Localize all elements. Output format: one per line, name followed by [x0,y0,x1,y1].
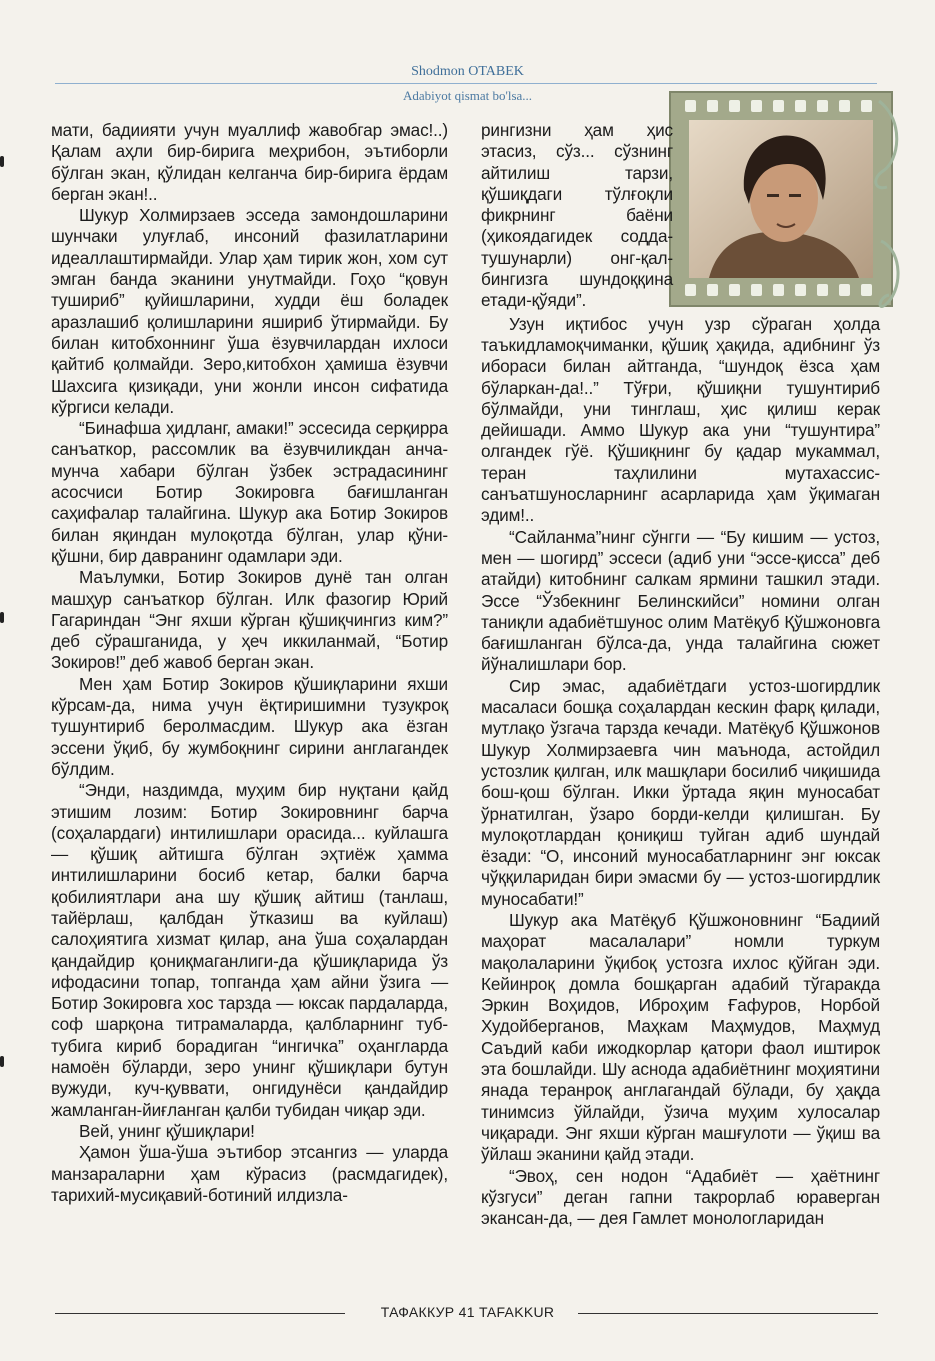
paragraph: Маълумки, Ботир Зокиров дунё тан олган машҳур санъаткор бўлган. Илк фазогир Юрий Гагариндан “Энг яхши кўрган қўшиқчингиз ким?” деб сўрашганида, у ҳеч иккиланмай, “Ботир Зокиров!” деб жавоб берган экан. [51,567,448,673]
paragraph: Сир эмас, адабиётдаги устоз-шогирдлик масаласи бошқа соҳалардан кескин фарқ қилади, мутлақо ўзгача тарзда кечади. Матёқуб Қўшжонов Шукур Холмирзаевга чин маънода, астойдил устозлик қилган, илк машқлари босилиб чиқишида бош-қош бўлган. Икки ўртада яқин муносабат ўрнатилган, ўзаро борди-келди қилишган. Бу мулоқотлардан қониқиш туйган адиб шундай ёзади: “О, инсоний муносабатларнинг энг юксак чўққиларидан бири эмасми бу — устоз-шогирдлик муносабати!” [481,675,880,909]
footer-left-label: ТАФАККУР [380,1304,455,1320]
paragraph: Вей, унинг қўшиқлари! [79,1120,255,1141]
binding-mark [0,156,4,167]
paragraph: “Сайланма”нинг сўнгги — “Бу кишим — устоз, мен — шогирд” эссеси (адиб уни “эссе-қисса” деб атайди) китобнинг салкам ярмини ташкил этади. Эссе “Ўзбекнинг Белинскийси” номини олган таниқли адабиётшунос олим Матёқуб Қўшжоновга бағишланган бўлса-да, унда талайгина сюжет йўналишлари бор. [481,526,880,675]
filmstrip-hole [839,100,850,112]
filmstrip-hole [817,100,828,112]
text-line: айтилиш тарзи, [481,162,673,183]
filmstrip-hole [773,100,784,112]
right-column [481,120,880,1229]
footer-right-label: TAFAKKUR [479,1304,555,1320]
filmstrip-hole [685,100,696,112]
text-line: этасиз, сўз... сўзнинг [481,141,673,162]
paragraph: Шукур ака Матёқуб Қўшжоновнинг “Бадиий маҳорат масалалари” номли туркум мақолаларини ўқибоқ устозга ихлос қўйган эди. Кейинроқ домла бошқарган адабий тўгаракда Эркин Воҳидов, Иброҳим Ғафуров, Норбой Худойберганов, Маҳкам Маҳмудов, Маҳмуд Саъдий каби ижодкорлар қатори фаол иштирок эта бошлайди. Шу аснода адабиётнинг моҳиятини янада теранроқ англагандай бўлади, бу ҳақда тинимсиз ўйлайди, ўзича муҳим хулосалар чиқаради. Энг яхши кўрган машғулоти — ўқиш ва ўйлаш эканини қайд этади. [481,909,880,1165]
paragraph: Узун иқтибос учун узр сўраган ҳолда таъкидламоқчиманки, қўшиқ ҳақида, адибнинг ўз ибораси билан айтганда, “шундоқ ёзса ҳам бўларкан-да!..” Тўғри, қўшиқни тушунтириб бўлмайди, уни тинглаш, ҳис қилиш керак дейишади. Аммо Шукур ака уни “тушунтира” олгандек гўё. Қўшиқнинг бу қадар мукаммал, теран таҳлилини мутахассис-санъатшуносларнинг асарларида ҳам ўқимаган эдим!.. [481,313,880,526]
text-line: қўшиқдаги тўлғоқли [481,183,673,204]
paragraph: Шукур Холмирзаев эсседа замондошларини шунчаки улуғлаб, инсоний фазилатларини идеаллаштирмайди. Улар ҳам тирик жон, хом сут эмган банда эканини унутмайди. Гоҳо “қовун тушириб” қуйишларини, худди ёш боладек аразлашиб қолишларини яшириб ўтирмайди. Бу билан китобхоннинг ўша ёзувчилардан ихлоси қайтиб қолмайди. Зеро,китобхон ҳамиша ёзувчи Шахсига қизиқади, уни жонли инсон сифатида кўргиси келади. [51,205,448,417]
page-number: 41 [458,1304,475,1320]
text-line: бингизга шундоққина [481,269,673,290]
right-column-body [481,314,880,1230]
filmstrip-hole [751,100,762,112]
paragraph: “Эвоҳ, сен нодон “Адабиёт — ҳаётнинг кўзгуси” деган гапни такрорлаб юраверган экансан-да, — дея Гамлет монологларидан [481,1165,880,1229]
footer-label [0,1304,935,1320]
page-footer [0,1300,935,1330]
paragraph: Ҳамон ўша-ўша эътибор этсангиз — уларда манзараларни ҳам кўрасиз (расмдагидек), тарихий-мусиқавий-ботиний илдизла- [51,1142,448,1205]
text-line: етади-қўяди”. [481,290,587,311]
filmstrip-hole [707,100,718,112]
left-column [51,120,448,1206]
text-line: (ҳикоядагидек содда- [481,226,673,247]
text-line: рингизни ҳам ҳис [481,120,673,140]
header-author: Shodmon OTABEK [411,64,524,79]
paragraph: Мен ҳам Ботир Зокиров қўшиқларини яхши кўрсам-да, нима учун ёқтиришимни тузукроқ тушунтириб беролмасдим. Шукур ака ёзган эссени ўқиб, бу жумбоқнинг сирини англагандек бўлдим. [51,673,448,779]
binding-mark [0,612,4,623]
header-divider [55,83,877,84]
text-line: фикрнинг баёни [481,205,673,226]
paragraph: мати, бадиияти учун муаллиф жавобгар эмас!..) Қалам аҳли бир-бирига меҳрибон, эътиборли бўлган экан, қўлидан келганча бир-бирига ёрдам берган экан!.. [51,120,448,204]
header-subtitle: Adabiyot qismat bo'lsa... [402,88,533,103]
filmstrip-hole [729,100,740,112]
paragraph: “Энди, наздимда, муҳим бир нуқтани қайд этишим лозим: Ботир Зокировнинг барча (соҳалардаги) интилишлари орасида... куйлашга — қўшиқ айтишга бўлган эҳтиёж ҳамма интилишларини босиб кетар, балки барча қобилиятлари ана шу қўшиқ айтиш (танлаш, тайёрлаш, қалбдан ўтказиш ва куйлаш) салоҳиятига хизмат қилар, ана ўша соҳалардан қандайдир қониқмаганлиги-да қўшиқларида ўз ифодасини топар, топганда ҳам айни ўзига — Ботир Зокировга хос тарзда — юксак пардаларда, соф шарқона титрамаларда, қалбларнинг туб-тубига кириб борадиган “ингичка” оҳангларда намоён бўларди, зеро унинг қўшиқлари бутун вужуди, куч-қуввати, онгидунёси қандайдир жамланган-йиғланган қалби тубидан чиқар эди. [51,780,448,1120]
right-column-wrapped-lines [481,120,673,312]
paragraph: “Бинафша ҳидланг, амаки!” эссесида серқирра санъаткор, рассомлик ва ёзувчиликдан анча-мунча хабари бўлган ўзбек эстрадасининг асосчиси Ботир Зокировга бағишланган саҳифалар талайгина. Шукур ака Ботир Зокиров билан яқиндан мулоқотда бўлган, улар қўни-қўшни, бир давранинг одамлари эди. [51,418,448,566]
text-line: тушунарли) онг-қал- [481,247,673,268]
binding-mark [0,1056,4,1067]
filmstrip-hole [795,100,806,112]
